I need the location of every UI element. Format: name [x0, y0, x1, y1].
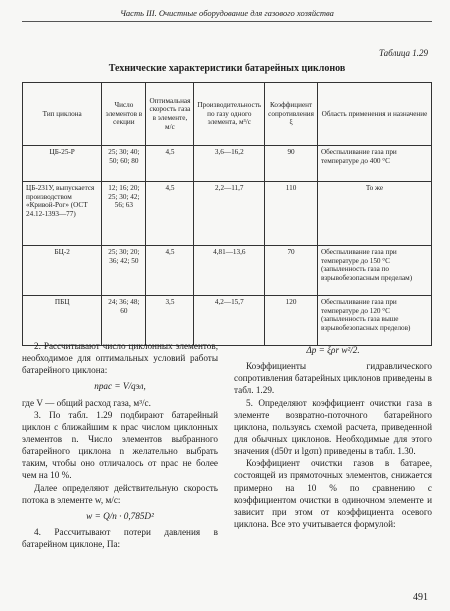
cell-application: Обеспыливание газа при температуре до 120 °С (запыленность газа выше взрывобезопасных пределов) — [317, 296, 431, 346]
table-label: Таблица 1.29 — [378, 48, 428, 58]
cell-speed: 3,5 — [146, 296, 194, 346]
paragraph: 5. Определяют коэффициент очистки газа в элементе возвратно-поточного батарейного циклона, пользуясь схемой расчета, приведенной для обычных циклонов. Необходимые для этого значения (d50т и lgσп) приведены в табл. 1.30. — [234, 397, 432, 457]
table-row — [23, 296, 432, 346]
paragraph: 4. Рассчитывают потери давления в батарейном циклоне, Па: — [22, 526, 218, 550]
paragraph: Далее определяют действительную скорость потока в элементе w, м/с: — [22, 482, 218, 505]
cell-capacity: 3,6—16,2 — [194, 146, 265, 182]
paragraph: где V — общий расход газа, м³/с. — [22, 397, 151, 408]
cell-application: Обеспыливание газа при температуре до 150 °С (запыленность газа по взрывобезопасным пределам) — [317, 246, 431, 296]
formula: Δp = ξρr w²/2. — [306, 345, 360, 355]
table-header-row — [23, 83, 432, 146]
cell-speed: 4,5 — [146, 182, 194, 246]
cell-type: ЦБ-25-Р — [23, 146, 102, 182]
right-column — [234, 340, 432, 530]
cell-resistance: 70 — [265, 246, 318, 296]
left-column — [22, 340, 218, 550]
cell-speed: 4,5 — [146, 246, 194, 296]
paragraph: 2. Рассчитывают число циклонных элементов, необходимое для оптимальных условий работы батарейного циклона: — [22, 341, 218, 376]
cell-elements: 25; 30; 20; 36; 42; 50 — [102, 246, 146, 296]
cell-type: БЦ-2 — [23, 246, 102, 296]
cell-resistance: 110 — [265, 182, 318, 246]
cell-capacity: 4,81—13,6 — [194, 246, 265, 296]
running-header: Часть III. Очистные оборудование для газового хозяйства — [22, 8, 432, 22]
cell-resistance: 90 — [265, 146, 318, 182]
header-resistance: Коэффициент сопротивления ξ — [265, 83, 318, 146]
header-capacity: Производительность по газу одного элемента, м³/с — [194, 83, 265, 146]
cell-type: ЦБ-231У, выпускается производством «Кривой-Рог» (ОСТ 24.12-1393—77) — [23, 182, 102, 246]
paragraph: 3. По табл. 1.29 подбирают батарейный циклон с ближайшим к nрас числом циклонных элементов n. Число элементов выбранного батарейного циклона n желательно выбрать таким, чтобы оно отличалось от nрас не более чем на 10 %. — [22, 409, 218, 481]
formula: nрас = V/qэл, — [94, 381, 146, 392]
header-application: Область применения и назначение — [317, 83, 431, 146]
cell-capacity: 2,2—11,7 — [194, 182, 265, 246]
paragraph: Коэффициент очистки газов в батарее, состоящей из прямоточных элементов, снижается примерно на 10 % по сравнению с коэффициентом очистки в одиночном элементе и зависит при этом от коэффициента осевого циклона. Все это учитывается формулой: — [234, 458, 432, 529]
cell-capacity: 4,2—15,7 — [194, 296, 265, 346]
cell-type: ПБЦ — [23, 296, 102, 346]
paragraph: Коэффициенты гидравлического сопротивления батарейных циклонов приведены в табл. 1.29. — [234, 361, 432, 396]
table-title: Технические характеристики батарейных циклонов — [108, 63, 346, 74]
header-type: Тип циклона — [23, 83, 102, 146]
header-speed: Оптимальная скорость газа в элементе, м/с — [146, 83, 194, 146]
cell-elements: 24; 36; 48; 60 — [102, 296, 146, 346]
page-number: 491 — [413, 592, 428, 603]
cell-elements: 25; 30; 40; 50; 60; 80 — [102, 146, 146, 182]
cell-elements: 12; 16; 20; 25; 30; 42; 56; 63 — [102, 182, 146, 246]
header-elements: Число элементов в секции — [102, 83, 146, 146]
cell-speed: 4,5 — [146, 146, 194, 182]
cell-application: То же — [317, 182, 431, 246]
cell-resistance: 120 — [265, 296, 318, 346]
formula: w = Q/n · 0,785D² — [86, 510, 154, 521]
cell-application: Обеспыливание газа при температуре до 400 °С — [317, 146, 431, 182]
table-row — [23, 246, 432, 296]
table-row — [23, 182, 432, 246]
spec-table — [22, 82, 432, 346]
table-row — [23, 146, 432, 182]
